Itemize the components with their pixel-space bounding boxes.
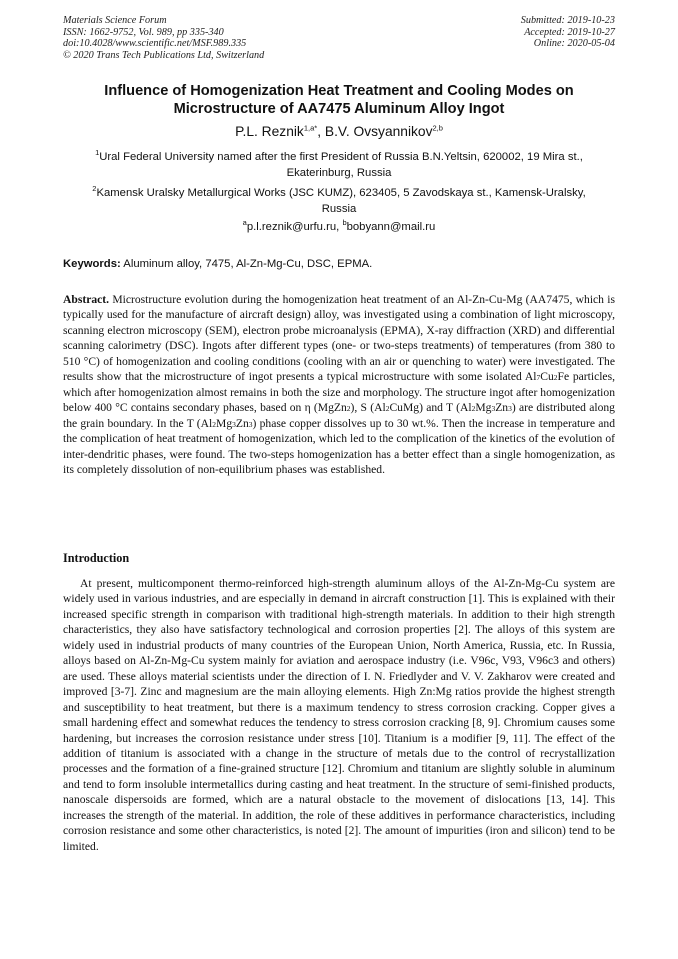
introduction-paragraph: At present, multicomponent thermo-reinforced high-strength aluminum alloys of the Al-Zn-Mg-Cu system are widely used in various industries, and are especially in demand in aircraft construction [1]. This is explained with their increased specific strength in comparison with traditional high-strength materials. In addition to their high strength characteristics, they also have satisfactory technological and corrosion properties [2]. The alloys of this system are widely used in industrial products of many countries of the European Union, North America, Russia, etc. In Russia, alloys based on Al-Zn-Mg-Cu system mainly for aviation and aerospace industry (i.e. V96c, V93, V96c3 and others) are used. These alloys material scientists under the direction of I. N. Friedlyder and V. V. Zakharov were created and improved [3-7]. Zinc and magnesium are the main alloying elements. High Zn:Mg ratios provide the highest strength and susceptibility to heat treatment, but there is a maximum tendency to stress corrosion cracking. Copper gives a small hardening effect and somewhat reduces the tendency to stress corrosion cracking [8, 9]. Chromium causes some hardening, but increases the corrosion resistance under stress [10]. Titanium is a modifier [9, 11]. The effect of the addition of titanium is associated with a change in the structure of metals due to the control of recrystallization processes and the formation of a fine-grained structure [12]. Chromium and titanium are slightly soluble in aluminum and tend to form insoluble intermetallics during casting and heat treatment. In the structure of semi-finished products, nanoscale dispersoids are formed, which are a natural obstacle to the movement of dislocations [13, 14]. This increases the strength of the material. In addition, the role of these additives in performance characteristics, including corrosion resistance and some other characteristics, is noted [2]. The amount of impurities (iron and silicon) tend to be limited.	[63, 577, 615, 853]
keywords-label: Keywords:	[63, 258, 121, 270]
affiliation-1-line-1: Ural Federal University named after the first President of Russia B.N.Yeltsin, 620002, 19 Mira st.,	[99, 151, 583, 163]
keywords-text: Aluminum alloy, 7475, Al-Zn-Mg-Cu, DSC, EPMA.	[120, 258, 373, 270]
journal-doi[interactable]: doi:10.4028/www.scientific.net/MSF.989.335	[63, 38, 247, 50]
author-2-affiliation-marker: 2,b	[432, 123, 443, 133]
affiliation-2	[63, 186, 615, 217]
author-separator: ,	[317, 124, 325, 139]
journal-issn: ISSN: 1662-9752, Vol. 989, pp 335-340	[63, 26, 224, 38]
journal-info	[63, 15, 264, 61]
email-b-marker: b	[342, 218, 347, 228]
publication-dates	[521, 15, 615, 50]
affiliation-1-line-2: Ekaterinburg, Russia	[286, 166, 392, 179]
affiliation-1-marker: 1	[95, 148, 100, 158]
email-b[interactable]: bobyann@mail.ru	[346, 221, 436, 233]
title-line-2: Microstructure of AA7475 Aluminum Alloy Ingot	[173, 101, 505, 117]
affiliation-1	[63, 150, 615, 181]
author-2: B.V. Ovsyannikov	[324, 124, 433, 139]
email-a-marker: a	[242, 218, 247, 228]
affiliation-2-line-2: Russia	[321, 202, 357, 215]
submitted-date: Submitted: 2019-10-23	[520, 15, 615, 26]
online-date: Online: 2020-05-04	[533, 38, 615, 50]
section-heading-introduction: Introduction	[63, 551, 130, 565]
author-1: P.L. Reznik	[235, 124, 304, 139]
email-a[interactable]: p.l.reznik@urfu.ru,	[246, 221, 343, 233]
abstract-label: Abstract.	[63, 293, 110, 306]
journal-copyright: © 2020 Trans Tech Publications Ltd, Switzerland	[63, 49, 265, 61]
accepted-date: Accepted: 2019-10-27	[524, 26, 615, 38]
author-list	[63, 124, 615, 139]
affiliation-2-marker: 2	[92, 184, 97, 194]
keywords	[63, 258, 615, 270]
title-line-1: Influence of Homogenization Heat Treatment and Cooling Modes on	[104, 83, 574, 99]
author-emails	[63, 220, 615, 236]
journal-name: Materials Science Forum	[63, 15, 167, 26]
affiliation-2-line-1: Kamensk Uralsky Metallurgical Works (JSC KUMZ), 623405, 5 Zavodskaya st., Kamensk-Uralsky,	[96, 187, 586, 199]
paper-title	[63, 82, 615, 118]
abstract: Abstract. Microstructure evolution during the homogenization heat treatment of an Al-Zn-Cu-Mg (AA7475, which is typically used for the manufacture of aircraft design) alloy, was investigated using a combination of light microscopy, scanning electron microscopy (SEM), electron probe microanalysis (EPMA), X-ray diffraction (XRD) and differential scanning calorimetry (DSC). Ingots after different types (one- or two-steps treatments) of temperatures (from 380 to 510 °C) of homogenization and cooling conditions (cooling with an air or quenching to water) were investigated. The results show that the microstructure of ingot presents a typical microstructure with some isolated Al7Cu2Fe particles, which after homogenization almost remains in both the size and morphology. The structure ingot after homogenization below 400 °C contains secondary phases, based on η (MgZn2), S (Al2CuMg) and T (Al2Mg3Zn3) are distributed along the grain boundary. In the T (Al2Mg3Zn3) phase copper dissolves up to 30 wt.%. Then the increase in temperature and the complication of heat treatment of homogenization, which led to the complication of the kinetics of the evolution of inter-dendritic phases, were found. The two-steps homogenization has a better effect than a single homogenization, as its completely dissolution of non-equilibrium phases was established.	[63, 293, 615, 476]
author-1-affiliation-marker: 1,a*	[303, 123, 318, 133]
